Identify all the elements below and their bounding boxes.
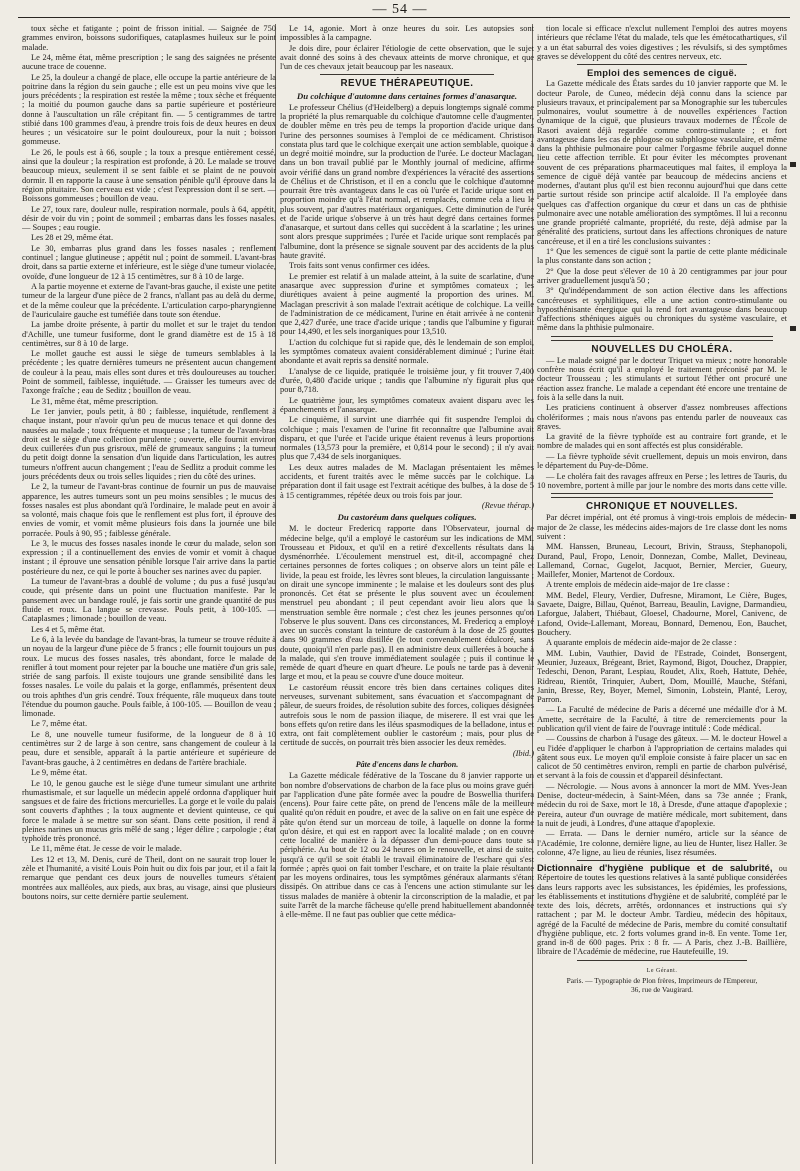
column-2 — [280, 24, 534, 1164]
paragraph: Le 8, une nouvelle tumeur fusiforme, de la longueur de 8 à 10 centimètres sur 2 de large à son centre, sans changement de couleur à la peau, dure et sensible, apparaît à la partie antérieure et supérieure de l'avant-bras gauche, à 2 centimètres en dedans de l'artère brachiale. — [22, 729, 276, 767]
paragraph: Les 4 et 5, même état. — [31, 624, 105, 634]
paragraph: Le 1er janvier, pouls petit, à 80 ; faiblesse, inquiétude, renflement à chaque instant, pour n'avoir qu'un peu de mucus tenace et qui donne des nausées au malade ; toux fréquente et muqueuse ; la tumeur de l'avant-bras droit est le siège d'une collection purulente ; ouverte, elle fournit environ deux cuillerées d'un pus grisroux, mêlé de grumeaux sanguins ; la tumeur du petit doigt donne la sensation d'un liquide dans l'articulation, les autres tumeurs n'offrent aucun changement ; l'eau de Sedlitz a produit comme les jours précédents deux ou trois selles liquides ; rien du côté des urines. — [22, 407, 276, 481]
paragraph: Le 24, même état, même prescription ; le sang des saignées ne présente aucune trace de couenne. — [22, 52, 276, 72]
paragraph: — Errata. — Dans le dernier numéro, article sur la séance de l'Académie, 1re colonne, dernière ligne, au lieu de Hunter, lisez Haller. 3e colonne, 47e ligne, au lieu de réunies, lisez résumées. — [537, 829, 787, 857]
paragraph: Les praticiens continuent à observer d'assez nombreuses affections cholériformes ; mais nous n'avons pas entendu parler de nouveaux cas graves. — [537, 403, 787, 431]
paragraph: Le professeur Chélius (d'Heidelberg) a depuis longtemps signalé comme la propriété la plus remarquable du colchique d'automne celle d'augmenter, de doubler même en très peu de temps la proportion d'acide urique dans l'urine des personnes soumises à l'emploi de ce médicament. Christison constata plus tard que le colchique exerçait une action semblable, quoique à un degré moitié moindre, sur la production de l'urée. Le docteur Maclagan, dans un bon travail publié par le Monthly journal of medicine, affirme avoir vérifié dans un grand nombre d'expériences la véracité des assertions de Chélius et de Christison, et il en a conclu que le colchique d'automne pourrait être très avantageux dans le cas où l'urée et l'acide urique sont en proportion moindre qu'à l'état normal, et remplacés, comme cela a lieu le plus souvent, par d'autres matériaux organiques. Cette diminution de l'urée et de l'acide urique s'observe à un très haut degré dans certaines formes d'anasarque, et surtout dans celles qui succèdent à la scarlatine ; les urines sont alors presque supprimées ; l'urée et l'acide urique sont remplacés par l'albumine, dont la présence se signale souvent par des accidents de la plus haute gravité. — [280, 102, 534, 260]
section-ornament — [551, 336, 773, 341]
section-rule — [577, 64, 747, 65]
printer-line-1: Paris. — Typographie de Plon frères, Imprimeurs de l'Empereur, — [566, 975, 758, 985]
therapeutics-review-heading: REVUE THÉRAPEUTIQUE. — [340, 78, 474, 90]
paragraph: A quarante emplois de médecin aide-major de 2e classe : — [546, 638, 737, 648]
paragraph: L'analyse de ce liquide, pratiquée le troisième jour, y fit trouver 7,400 d'urée, 0,480 d'acide urique ; tandis que l'albumine n'y figurait plus que pour 8,718. — [280, 366, 534, 395]
paragraph: Le 6, à la levée du bandage de l'avant-bras, la tumeur se trouve réduite à un noyau de la largeur d'une pièce de 5 francs ; elle fournit toujours un pus roux. Le mucus des fosses nasales, très abondant, force le malade de renifler à tout moment pour rejeter par la bouche une matière d'un gris sale, striée de sang parfois. Il existe toujours une grande sensibilité dans les fosses nasales. Le voile du palais et la gorge, enflammés, présentent deux ou trois aphthes d'un gris cendré. Toux fréquente, râle muqueux dans toute l'étendue du poumon gauche. Pouls faible, à 100-105. — Bouillon de veau ; limonade. — [22, 635, 276, 718]
manager-label: Le Gérant. — [646, 967, 678, 974]
observation-ending — [280, 24, 534, 71]
paragraph: — Le malade soigné par le docteur Triquet va mieux ; notre honorable confrère nous écrit qu'il a employé le traitement préconisé par M. le docteur Trousseau ; les stimulants et surtout l'éther ont procuré une réaction assez franche. Le malade a cependant été encore une trentaine de fois à la selle dans la nuit. — [537, 355, 787, 402]
paragraph: Le 11, même état. Je cesse de voir le malade. — [31, 844, 182, 854]
colchicum-source: (Revue thérap.) — [481, 500, 534, 510]
paragraph: Le cinquième, il survint une diarrhée qui fit suspendre l'emploi du colchique ; mais l'examen de l'urine fit reconnaître que l'albumine avait disparu, et que l'urée et l'acide urique étaient revenus à leurs proportions normales (13,573 pour la première, et 0,814 pour le second) ; il n'y avait plus que 7,434 de sels inorganiques. — [280, 415, 534, 462]
paragraph: Le quatrième jour, les symptômes comateux avaient disparu avec les épanchements et l'anasarque. — [280, 395, 534, 414]
paragraph: Les deux autres malades de M. Maclagan présentaient les mêmes accidents, et furent traités avec le même succès par le colchique. La préparation dont il fait usage est l'extrait acétique des bulbes, à la dose de 5 à 15 centigrammes, répétée deux ou trois fois par jour. — [280, 462, 534, 500]
margin-tick — [790, 162, 796, 167]
paragraph: 3° Qu'indépendamment de son action élective dans les affections cancéreuses et syphilitiques, elle a une action contro-stimulante ou hyposthénisante énergique qui la rend fort avantageuse dans beaucoup d'affections sthéniques aiguës ou chroniques du système vasculaire, et même dans la phthisie pulmonaire. — [537, 286, 787, 333]
paragraph: La tumeur de l'avant-bras a doublé de volume ; du pus a fusé jusqu'au coude, qui présente dans un point une fluctuation manifeste. Par le pansement avec un bandage roulé, je fais sortir une grande quantité de pus fluide et roux. La langue se crevasse. Pouls petit, à 100-105. — Cataplasmes ; limonade ; bouillon de veau. — [22, 577, 276, 624]
paragraph: 1° Que les semences de ciguë sont la partie de cette plante médicinale la plus constante dans son action ; — [537, 246, 787, 266]
paragraph: Le 25, la douleur a changé de place, elle occupe la partie antérieure de la poitrine dans la région du sein gauche ; elle est un peu moins vive que les jours précédents ; la respiration est restée la même ; toux sèche et fréquente ; la moitié du poumon gauche dans sa partie supérieure et postérieure donne à l'auscultation un râle crépitant fin. — 5 centigrammes de tartre stibié dans 100 grammes d'eau, à prendre trois fois de deux heures en deux heures ; un vésicatoire sur le point douloureux, pour la nuit ; boisson gommeuse. — [22, 72, 276, 147]
page-number: — 54 — — [372, 2, 428, 17]
paragraph: A la partie moyenne et externe de l'avant-bras gauche, il existe une petite tumeur de la largeur d'une pièce de 2 francs, n'allant pas au delà du derme, et de la même couleur que la précédente. L'articulation carpo-pharyngienne de l'auriculaire gauche est tuméfiée dans toute son étendue. — [22, 282, 276, 319]
paragraph: Le premier est relatif à un malade atteint, à la suite de scarlatine, d'une anasarque avec suppression d'urine et symptômes comateux ; les diurétiques avaient à peine augmenté la proportion des urines. M. Maclagan prescrivit à son malade l'extrait acétique de colchique. La veille de l'administration de ce médicament, l'urine en était arrivée à ne contenir que 2,427 d'urée, une trace d'acide urique ; tandis que l'albumine y figurait pour 14,490, et les sels inorganiques pour 13,510. — [280, 271, 534, 337]
paragraph: Le 3, le mucus des fosses nasales inonde le cœur du malade, selon son expression ; il a continuellement des envies de vomir et vomit à chaque instant ; il éprouve une sensation pénible lorsque l'air arrive dans la partie postérieure du nez, ce qui le porte à boucher ses narines avec du papier. — [22, 538, 276, 576]
paragraph: La gravité de la fièvre typhoïde est au contraire fort grande, et le nombre de malades qui en sont affectés est plus considérable. — [537, 432, 787, 451]
colchicum-article — [280, 103, 534, 500]
paragraph: Le 31, même état, même prescription. — [31, 396, 158, 406]
chronicle-news — [537, 513, 787, 857]
chronicle-heading: CHRONIQUE ET NOUVELLES. — [586, 501, 738, 513]
paragraph: Les 12 et 13, M. Denis, curé de Theil, dont on ne saurait trop louer le zèle et l'humanité, a visité Louis Poin huit ou dix fois par jour, et il a fait la remarque que pendant ces deux jours de nouvelles tumeurs s'étaient montrées aux malléoles, aux pieds, aux bras, au visage, ainsi que plusieurs boutons noirs, sur cette dernière partie seulement. — [22, 854, 276, 901]
paragraph: Le castoréum réussit encore très bien dans certaines coliques dites nerveuses, survenant subitement, sans évacuation et s'accompagnant de pâleur, de sueurs froides, de résolution subite des forces, coliques désignées autrefois sous le nom de passion iliaque, de miserere. Il est vrai que les bons effets qu'on retire dans les iléus spasmodiques de la belladone, intus et extra, ont fait complètement oublier le castoréum ; mais, pour plus de certitude de succès, on pourrait très bien associer les deux remèdes. — [280, 682, 534, 748]
column-3 — [537, 24, 787, 1164]
section-rule — [577, 860, 747, 861]
paragraph: La jambe droite présente, à partir du mollet et sur le trajet du tendon d'Achille, une tumeur fusiforme, dont le grand diamètre est de 15 à 18 centimètres, sur 8 à 10 de large. — [22, 320, 276, 348]
incense-paste-continued — [537, 24, 787, 61]
paragraph: Le mollet gauche est aussi le siège de tumeurs semblables à la précédente ; les quatre dernières tumeurs ne présentent aucun changement de couleur à la peau, mais elles sont dures et très douloureuses au toucher. Point de sommeil, faiblesse, inquiétude. — Graisser les tumeurs avec de l'axonge fraîche ; eau de Seditz ; bouillon de veau. — [22, 349, 276, 396]
paragraph: La Gazette médicale des États sardes du 10 janvier rapporte que M. le docteur Parole, de Cuneo, médecin déjà connu dans la science par plusieurs travaux, et principalement par sa Monographie sur les tubercules pulmonaires, voulut soumettre à de nouvelles expériences l'action dynamique de la ciguë, que plusieurs travaux modernes de l'École de Rasori avaient déjà regardée comme contro-stimulante ; et fort avantageuse dans les cas de phlogose ou subphlogose vasculaire, et même dans la phthisie pulmonaire pour calmer l'orgasme fébrile auquel donne lieu cette affection terrible. Et pour éviter les mécomptes provenant souvent de ces préparations pharmaceutiques mal faites, il employa la semence de ciguë déjà vantée par beaucoup de médecins anciens et modernes, d'autant plus qu'il est bien reconnu aujourd'hui que dans cette partie surtout réside son principe actif alcaloïde. Il l'a employée dans quelques cas d'affection organique du cœur et dans un cas de phthisie pulmonaire avec une notable amélioration des symptômes. Il lui a reconnu une grande propriété calmante, propriété, du reste, déjà admise par la généralité des praticiens, surtout dans les affections chroniques de nature cancéreuse, et il en a tiré les conclusions suivantes : — [537, 79, 787, 246]
dictionary-title: Dictionnaire d'hygiène publique et de salubrité, — [537, 863, 773, 874]
dictionary-text: ou Répertoire de toutes les questions relatives à la santé publique considérées dans leurs rapports avec les subsistances, les épidémies, les professions, les établissements et institutions d'hygiène et de salubrité, complété par le texte des lois, décrets, arrêtés, ordonnances et instructions qui s'y rattachent ; par M. le docteur Ambr. Tardieu, médecin des hôpitaux, agrégé de la Faculté de médecine de Paris, membre du comité consultatif d'hygiène publique, etc. 2 forts volumes grand in-8. En vente. Tome 1er, grand in-8 de 600 pages. Prix : 8 fr. — A Paris, chez J.-B. Baillière, libraire de l'Académie de médecine, rue Hautefeuille, 19. — [537, 864, 787, 957]
paragraph: tion locale si efficace n'exclut nullement l'emploi des autres moyens intérieurs que réclame l'état du malade, tels que les émétocathartiques, s'il y a un état saburral des voies digestives ; les révulsifs, si des symptômes graves se développent du côté des centres nerveux, etc. — [537, 24, 787, 61]
margin-tick — [790, 514, 796, 519]
hemlock-heading: Emploi des semences de ciguë. — [587, 67, 737, 78]
paragraph: Le 30, embarras plus grand dans les fosses nasales ; renflement continuel ; langue glutineuse ; appétit nul ; point de sommeil. L'avant-bras droit, dans sa partie externe et inférieure, est le siège d'une tumeur violacée, ovoïde, d'une longueur de 12 à 15 centimètres, sur 8 à 10 de large. — [22, 243, 276, 281]
section-rule — [320, 74, 494, 75]
section-rule — [577, 960, 747, 961]
paragraph: — La fièvre typhoïde sévit cruellement, depuis un mois environ, dans le département du Puy-de-Dôme. — [537, 451, 787, 471]
paragraph: Le 10, le genou gauche est le siège d'une tumeur simulant une arthrite rhumastismale, et sur laquelle un médecin appelé ordonna d'appliquer huit sangsues et de faire des frictions mercurielles. La gorge et le voile du palais sont couverts d'aphthes ; la toux augmente et devient quinteuse, ce qui force le malade à se mettre sur son séant. Dans cette position, il rend à pleines narines un mucus gris mêlé de sang ; léger délire ; carpologie ; état typhoïde très prononcé. — [22, 778, 276, 843]
paragraph: Trois faits sont venus confirmer ces idées. — [289, 261, 430, 271]
paragraph: Le 27, toux rare, douleur nulle, respiration normale, pouls à 64, appétit, désir de voir du vin ; point de sommeil ; embarras dans les fosses nasales. — Soupes ; eau rougie. — [22, 204, 276, 232]
paragraph: Les 28 et 29, même état. — [31, 233, 114, 243]
printer-imprint — [537, 967, 787, 994]
paragraph: — Le choléra fait des ravages affreux en Perse ; les lettres de Tauris, du 10 novembre, portent à mille par jour le nombre des morts dans cette ville. — [537, 471, 787, 490]
paragraph: MM. Bedel, Fleury, Verdier, Dufresne, Miramont, Le Cière, Buges, Savaete, Daigre, Billau, Quénot, Barreau, Beaulin, Lavigne, Darmandieu, Laforgue, Jalabert, Thiébaut, Gloesel, Chadourne, Morel, Canivenc, de Lafond, Ovide-Lallemant, Moreau, Bonnard, Demenou, Eon, Bauchet, Bouchery. — [537, 590, 787, 637]
paragraph: Le 9, même état. — [31, 768, 88, 778]
paragraph: Le 7, même état. — [31, 719, 88, 729]
margin-tick — [790, 326, 796, 331]
section-ornament — [551, 493, 773, 498]
paragraph: Le 14, agonie. Mort à onze heures du soir. Les autopsies sont impossibles à la campagne. — [280, 24, 534, 43]
paragraph: MM. Hanssen, Bruneau, Lecourt, Brivin, Strauss, Stephanopoli, Durand, Paul, Fropo, Lenoir, Donnezan, Combe, Mallet, Devineau, Lallemand, Cornac, Gugelot, Jacquot, Bernier, Mercier, Gueury, Maillefer, Monier, Martenot de Cordoux. — [537, 542, 787, 579]
printer-line-2: 36, rue de Vaugirard. — [630, 984, 694, 994]
hemlock-article — [537, 79, 787, 332]
paragraph: L'action du colchique fut si rapide que, dès le lendemain de son emploi, les symptômes comateux avaient considérablement diminué ; l'urine était abondante et avait repris sa densité normale. — [280, 337, 534, 366]
cholera-news-heading: NOUVELLES DU CHOLÉRA. — [591, 343, 733, 355]
paragraph: — Nécrologie. — Nous avons à annoncer la mort de MM. Yves-Jean Denise, docteur-médecin, à Saint-Méen, dans sa 73e année ; Frank, médecin du roi de Saxe, mort le 18, à Dresde, d'une attaque d'apoplexie ; Pereira, auteur d'un ouvrage de matière médicale, mort subitement, dans la nuit de jeudi, à Londres, d'une attaque d'apoplexie. — [537, 781, 787, 828]
paragraph: — La Faculté de médecine de Paris a décerné une médaille d'or à M. Amette, secrétaire de la Faculté, à titre de remerciements pour la publication qu'il vient de faire de l'ouvrage intitulé : Code médical. — [537, 705, 787, 733]
castoreum-source: (Ibid.) — [512, 748, 534, 758]
paragraph: MM. Lubin, Vauthier, David de l'Estrade, Coindet, Bonsergent, Meunier, Juzeaux, Brégeant, Briet, Raymond, Bigot, Douchez, Drappier, Tedeschi, Denon, Parant, Lespiau, Roudet, Alix, Roeh, Hattute, Dehée, Ridreau, Rientôt, Trinquier, Aubert, Dom, Mouillé, Mauche, Stéfani, Janin, Bresse, Rey, Boyer, Memel, Simonin, Lobstein, Planté, Leroy, Parron. — [537, 648, 787, 704]
incense-paste-article — [280, 771, 534, 919]
incense-paste-heading: Pâte d'encens dans le charbon. — [355, 760, 459, 770]
colchicum-heading: Du colchique d'automne dans certaines formes d'anasarque. — [296, 90, 518, 101]
paragraph: toux sèche et fatigante ; point de frisson initial. — Saignée de 750 grammes environ, boissons sudorifiques, cataplasmes huileux sur le point malade. — [22, 24, 276, 52]
paragraph: — Coussins de charbon à l'usage des gâteux. — M. le docteur Howel a eu l'idée d'appliquer le charbon à l'appropriation de certains malades qui gâtent sous eux. Le moyen qu'il emploie consiste à faire placer un sac en calicot de 50 centimètres environ, rempli en partie de charbon pulvérisé, et servant à la fois de coussin et d'appareil désinfectant. — [537, 734, 787, 781]
paragraph: 2° Que la dose peut s'élever de 10 à 20 centigrammes par jour pour arriver graduellement jusqu'à 50 ; — [537, 266, 787, 285]
paragraph: Le 26, le pouls est à 66, souple ; la toux a presque entièrement cessé, ainsi que la douleur ; la respiration est profonde, à 20. Le malade se trouve beaucoup mieux, seulement il se sent faible et se plaint de ne pouvoir dormir. Il en rapporte la cause à une sensation pénible qu'il éprouve dans la région pituitaire. Son cerveau est vide ; c'est l'expression dont il se sert. — Boissons gommeuses ; bouillon de veau. — [22, 147, 276, 204]
dictionary-advert — [537, 864, 787, 957]
header-rule — [18, 17, 790, 18]
paragraph: Par décret impérial, ont été promus à vingt-trois emplois de médecin-major de 2e classe, les médecins aides-majors de 1re classe dont les noms suivent : — [537, 513, 787, 541]
paragraph: Le 2, la tumeur de l'avant-bras continue de fournir un pus de mauvaise apparence, les autres tumeurs sont un peu moins sensibles ; le mucus des fosses nasales est plus abondant qu'à l'ordinaire, le malade peut en avoir à sa volonté, mais chaque fois que le renflement est plus fort, il éprouve des envies de vomir, et vomit même plusieurs fois dans la journée une bile porracée. Pouls à 90, 95 ; faiblesse générale. — [22, 482, 276, 538]
castoreum-article — [280, 524, 534, 747]
cholera-news — [537, 356, 787, 490]
paragraph: A trente emplois de médecin aide-major de 1re classe : — [546, 580, 730, 590]
observation-text — [22, 24, 276, 901]
column-1 — [22, 24, 276, 1164]
castoreum-heading: Du castoréum dans quelques coliques. — [337, 512, 477, 523]
paragraph: Je dois dire, pour éclairer l'étiologie de cette observation, que le sujet avait donné des soins à des chevaux atteints de morve chronique, et que l'un de ces chevaux jetait beaucoup par les naseaux. — [280, 43, 534, 72]
paragraph: M. le docteur Fredericq rapporte dans l'Observateur, journal de médecine belge, qu'il a employé le castoréum sur les indications de MM. Trousseau et Pidoux, et qu'il en a retiré d'excellents résultats dans la dysménorrhée. L'écoulement menstruel est, dit-il, accompagné chez certaines personnes de fortes coliques ; on observe alors un teint pâle et livide, la peau est froide, les lèvres sont bleues, la circulation languissante ; on dirait une syncope imminente ; le malaise et les douleurs sont des plus prononcés. Cet état se présente le plus souvent avec un écoulement menstruel peu abondant ; il peut cependant avoir lieu alors que la menstruation semble être normale ; c'est chez les jeunes personnes qu'on l'observe le plus souvent. Dans ces circonstances, M. Fredericq a employé avec un succès constant la teinture de castoréum à la dose de 25 gouttes dans 90 grammes d'eau distillée (le tout convenablement édulcoré, sans doute, quoiqu'il n'en parle pas). Il en administre deux cuillerées à bouche à la malade, qui s'en trouve immédiatement soulagée ; puis il continue le remède de quart d'heure en quart d'heure. Le pouls ne tarde pas à devenir large et mou, et la peau se couvre d'une douce moiteur. — [280, 524, 534, 682]
paragraph: La Gazette médicale fédérative de la Toscane du 8 janvier rapporte un bon nombre d'observations de charbon de la face plus ou moins grave guéri par l'application d'une pâte formée avec la poudre de Boswellia thurifera (encens). Pour faire cette pâte, on prend de l'encens mâle de la meilleure qualité qu'on réduit en poudre, et avec de la salive on en fait une espèce de pâte qu'on étend sur un morceau de toile, à laquelle on donne la forme qu'on désire, et qui est en rapport avec la localité malade ; on en couvre cette localité de manière à la dépasser d'un demi-pouce dans toute sa périphérie. Au bout de 12 ou 24 heures on le renouvelle, et ainsi de suite, jusqu'à ce qu'il se soit établi le travail éliminatoire de l'eschare qui s'est formée ; après quoi on fait tomber l'eschare, et on traite la plaie résultante par les moyens ordinaires, tous les symptômes généraux alarmants s'étant dissipés. On attribue dans ce cas à l'encens une action stimulante sur les tissus malades de manière à obtenir la circonscription de la maladie, et par suite l'arrêt de la marche fâcheuse qu'elle prend habituellement abandonnée à elle-même. Il ne faut pas oublier que cette médica- — [280, 771, 534, 920]
